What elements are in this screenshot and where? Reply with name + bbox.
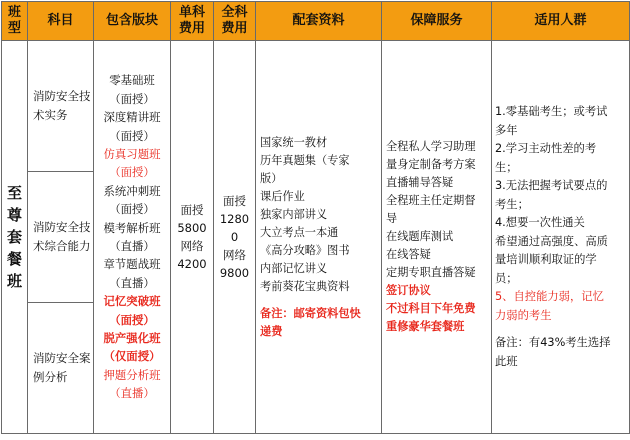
module-line: 零基础班 — [109, 73, 155, 88]
audience-note-line: 备注：有43%考生选择 — [495, 336, 611, 349]
materials-cell — [256, 41, 382, 434]
module-line: （直播） — [109, 275, 155, 290]
module-line: （仅面授） — [103, 349, 161, 364]
fee-line: 网络 — [223, 248, 246, 262]
module-line: （直播） — [109, 386, 155, 401]
material-line: 国家统一教材 — [260, 135, 328, 149]
audience-highlight-line: 力弱的考生 — [495, 308, 552, 322]
service-line: 全程班主任定期督 — [386, 194, 476, 207]
service-line: 直播辅导答疑 — [386, 176, 454, 189]
header-audience: 适用人群 — [492, 2, 630, 41]
header-subject: 科目 — [28, 2, 94, 41]
modules-cell — [94, 41, 171, 434]
fee-line: 面授 — [180, 203, 204, 217]
header-single-fee: 单科费用 — [171, 2, 214, 41]
audience-highlight-line: 5、自控能力弱，记忆 — [495, 290, 604, 303]
header-type: 班型 — [2, 2, 28, 41]
fee-line: 5800 — [177, 221, 207, 235]
module-line: （面授） — [109, 91, 155, 106]
module-line: （面授） — [109, 202, 155, 217]
spacer — [495, 325, 627, 334]
audience-cell — [492, 41, 630, 434]
subject-cell — [28, 172, 94, 303]
module-line: 押题分析班 — [103, 367, 161, 382]
service-cell — [382, 41, 492, 434]
module-line: 模考解析班 — [103, 220, 161, 235]
audience-line: 量培训顺利取证的学 — [495, 253, 597, 266]
header-service: 保障服务 — [382, 2, 492, 41]
service-note-line: 签订协议 — [386, 284, 431, 297]
class-type-cell — [2, 41, 28, 434]
header-total-fee: 全科费用 — [214, 2, 256, 41]
module-line: 仿真习题班 — [103, 146, 161, 161]
audience-note-line: 此班 — [495, 354, 518, 368]
service-line: 在线答疑 — [386, 248, 431, 261]
module-line: （面授） — [109, 128, 155, 143]
audience-line: 多年 — [495, 123, 518, 137]
module-line: （面授） — [109, 312, 155, 327]
module-line: 章节题战班 — [103, 257, 161, 272]
fee-line: 0 — [230, 230, 239, 244]
service-line: 全程私人学习助理 — [386, 140, 476, 153]
service-note-line: 不过科目下年免费 — [386, 302, 476, 315]
audience-line: 3.无法把握考试要点的 — [495, 179, 608, 192]
course-table — [1, 1, 630, 434]
single-fee-cell — [171, 41, 214, 434]
material-line: 历年真题集（专家 — [260, 153, 350, 167]
service-line: 定期专职直播答疑 — [386, 266, 476, 279]
audience-line: 希望通过高强度、高质 — [495, 234, 608, 248]
service-line: 导 — [386, 212, 398, 225]
module-line: 深度精讲班 — [103, 110, 161, 125]
audience-line: 4.想要一次性通关 — [495, 216, 585, 229]
subject-label: 消防安全案例分析 — [33, 351, 91, 384]
audience-line: 1.零基础考生；或考试 — [495, 105, 608, 118]
fee-line: 9800 — [219, 266, 250, 280]
materials-note-line: 递费 — [260, 324, 283, 338]
subject-label: 消防安全技术实务 — [33, 89, 91, 122]
module-line: （直播） — [109, 239, 155, 253]
subject-label: 消防安全技术综合能力 — [33, 220, 91, 253]
class-type-label: 至尊套餐班 — [6, 184, 22, 290]
audience-line: 生； — [495, 160, 518, 174]
total-fee-cell — [214, 41, 256, 434]
audience-line: 考生； — [495, 197, 529, 211]
fee-line: 1280 — [219, 212, 250, 226]
materials-note-line: 备注：邮寄资料包快 — [260, 306, 361, 320]
header-modules: 包含版块 — [94, 2, 171, 41]
fee-line: 4200 — [177, 257, 207, 271]
material-line: 《高分攻略》图书 — [260, 243, 350, 257]
table-row — [2, 41, 630, 172]
material-line: 版） — [260, 171, 283, 185]
module-line: 脱产强化班 — [103, 331, 161, 346]
header-row — [2, 2, 630, 41]
subject-cell — [28, 303, 94, 434]
service-note-line: 重修豪华套餐班 — [386, 320, 465, 333]
subject-cell — [28, 41, 94, 172]
material-line: 课后作业 — [260, 189, 305, 203]
header-materials: 配套资料 — [256, 2, 382, 41]
service-line: 量身定制备考方案 — [386, 158, 476, 171]
audience-line: 员； — [495, 271, 518, 285]
module-line: 记忆突破班 — [103, 294, 161, 309]
module-line: （面授） — [109, 165, 155, 180]
material-line: 大立考点一本通 — [260, 225, 339, 239]
fee-line: 面授 — [223, 194, 246, 208]
material-line: 内部记忆讲义 — [260, 261, 328, 275]
fee-line: 网络 — [180, 239, 204, 253]
material-line: 独家内部讲义 — [260, 207, 328, 221]
audience-line: 2.学习主动性差的考 — [495, 142, 597, 155]
material-line: 考前葵花宝典资料 — [260, 279, 350, 293]
spacer — [260, 296, 379, 305]
service-line: 在线题库测试 — [386, 230, 454, 243]
module-line: 系统冲刺班 — [103, 183, 161, 198]
